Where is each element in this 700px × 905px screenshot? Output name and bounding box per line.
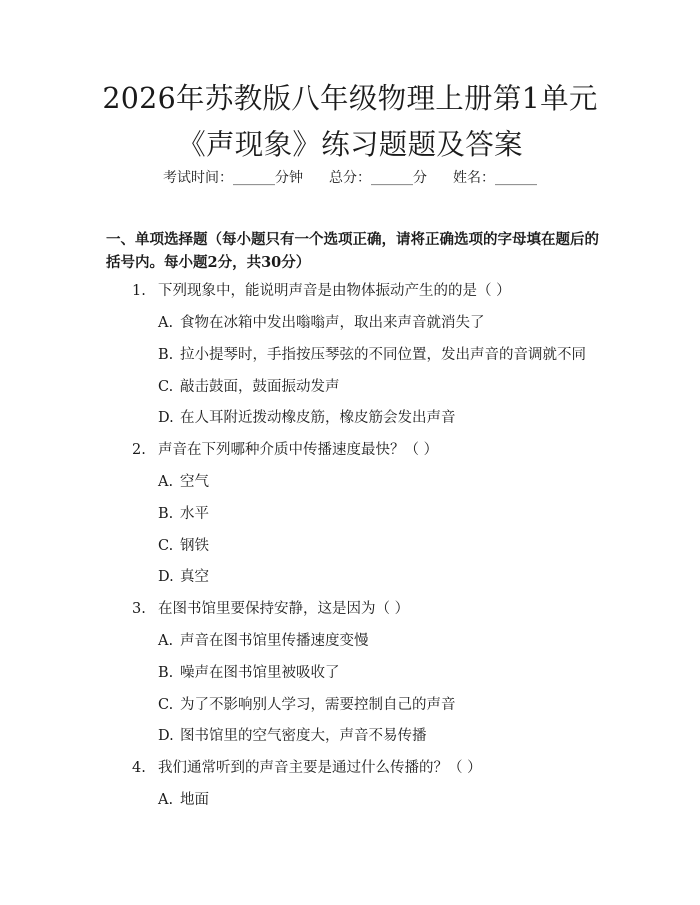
option-label: A.	[158, 633, 174, 649]
option-label: C.	[158, 697, 174, 713]
exam-info-line	[0, 168, 700, 188]
option-text: 声音在图书馆里传播速度变慢	[180, 633, 369, 649]
total-score-field: 总分：______分	[329, 170, 427, 186]
section-heading: 一、单项选择题（每小题只有一个选项正确，请将正确选项的字母填在题后的括号内。每小题2分，共30分）	[106, 231, 599, 271]
option-text: 敲击鼓面，鼓面振动发声	[180, 379, 340, 395]
option-label: B.	[158, 347, 174, 363]
question-text: 声音在下列哪种介质中传播速度最快？（ ）	[158, 442, 439, 458]
question-text: 下列现象中，能说明声音是由物体振动产生的的是（ ）	[158, 283, 511, 299]
question-number: 2.	[132, 442, 146, 458]
option-label: A.	[158, 474, 174, 490]
option-text: 钢铁	[180, 538, 209, 554]
question-number: 3.	[132, 601, 146, 617]
option-label: B.	[158, 665, 174, 681]
question-number: 1.	[132, 283, 146, 299]
option-text: 噪声在图书馆里被吸收了	[180, 665, 340, 681]
option-text: 食物在冰箱中发出嗡嗡声，取出来声音就消失了	[180, 315, 485, 331]
name-field: 姓名：______	[453, 170, 537, 186]
option-label: A.	[158, 792, 174, 808]
exam-time-field: 考试时间：______分钟	[163, 170, 303, 186]
option-label: B.	[158, 506, 174, 522]
option-text: 为了不影响别人学习，需要控制自己的声音	[180, 697, 456, 713]
question-number: 4.	[132, 760, 146, 776]
option-label: C.	[158, 379, 174, 395]
option-label: C.	[158, 538, 174, 554]
question-text: 我们通常听到的声音主要是通过什么传播的？（ ）	[158, 760, 482, 776]
option-text: 图书馆里的空气密度大，声音不易传播	[180, 728, 427, 744]
option-text: 水平	[180, 506, 209, 522]
option-label: D.	[158, 569, 174, 585]
option-text: 空气	[180, 474, 209, 490]
option-text: 地面	[180, 792, 209, 808]
option-text: 拉小提琴时，手指按压琴弦的不同位置，发出声音的音调就不同	[180, 347, 586, 363]
option-label: D.	[158, 728, 174, 744]
option-label: A.	[158, 315, 174, 331]
question-text: 在图书馆里要保持安静，这是因为（ ）	[158, 601, 410, 617]
option-label: D.	[158, 410, 174, 426]
document-title: 2026年苏教版八年级物理上册第1单元《声现象》练习题题及答案	[102, 82, 598, 161]
option-text: 真空	[180, 569, 209, 585]
option-text: 在人耳附近拨动橡皮筋，橡皮筋会发出声音	[180, 410, 456, 426]
